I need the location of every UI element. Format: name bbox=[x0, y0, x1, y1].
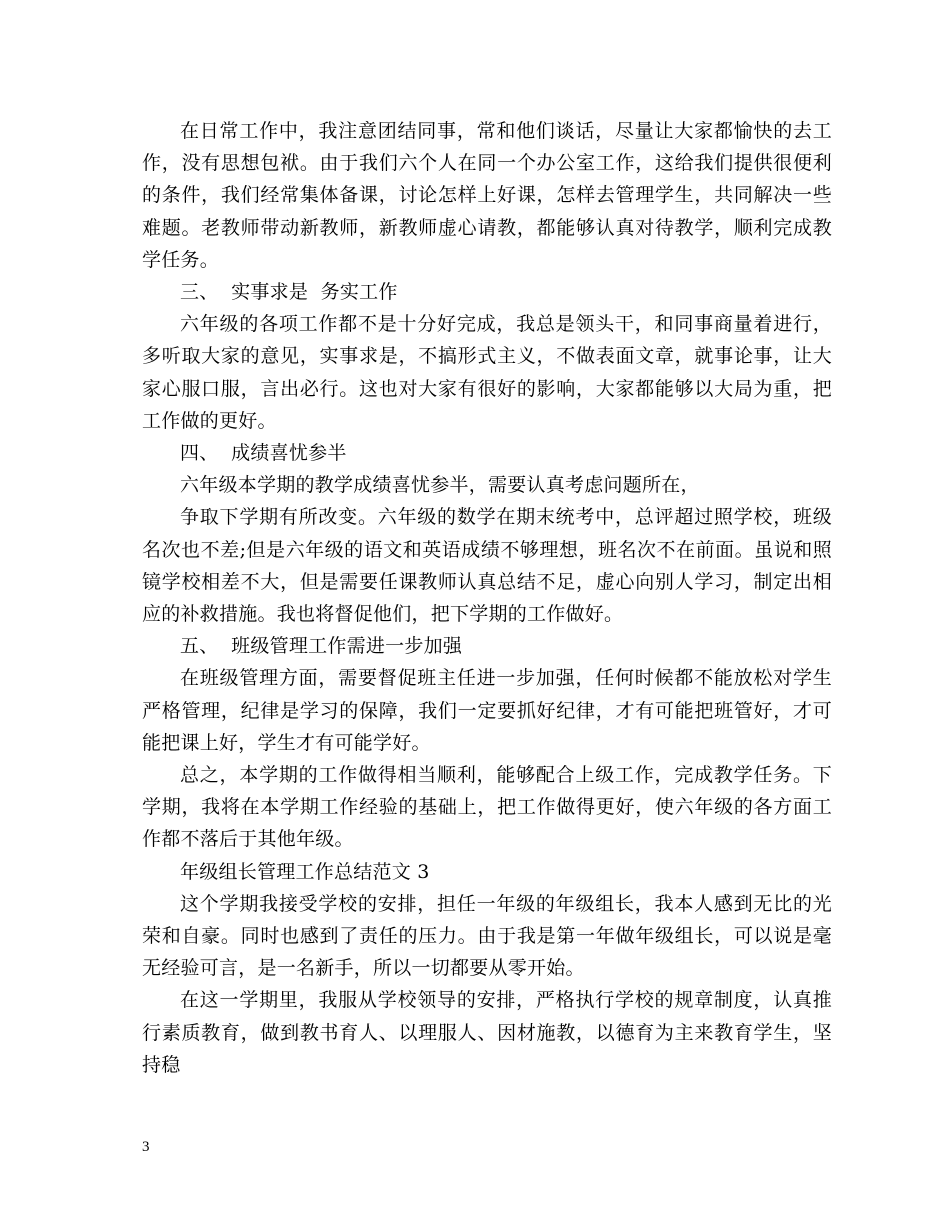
paragraph-practical-work: 六年级的各项工作都不是十分好完成，我总是领头干，和同事商量着进行，多听取大家的意见，实事求是，不搞形式主义，不做表面文章，就事论事，让大家心服口服，言出必行。这也对大家有很好的影响，大家都能够以大局为重，把工作做的更好。 bbox=[142, 313, 832, 432]
page-number: 3 bbox=[142, 1139, 150, 1155]
article-title-3: 年级组长管理工作总结范文 3 bbox=[180, 860, 430, 883]
paragraph-conclusion: 总之，本学期的工作做得相当顺利，能够配合上级工作，完成教学任务。下学期，我将在本学期工作经验的基础上，把工作做得更好，使六年级的各方面工作都不落后于其他年级。 bbox=[142, 764, 832, 851]
paragraph-teamwork: 在日常工作中，我注意团结同事，常和他们谈话，尽量让大家都愉快的去工作，没有思想包袱。由于我们六个人在同一个办公室工作，这给我们提供很便利的条件，我们经常集体备课，讨论怎样上好课，怎样去管理学生，共同解决一些难题。老教师带动新教师，新教师虚心请教，都能够认真对待教学，顺利完成教学任务。 bbox=[142, 120, 832, 271]
paragraph-new-role: 这个学期我接受学校的安排，担任一年级的年级组长，我本人感到无比的光荣和自豪。同时也感到了责任的压力。由于我是第一年做年级组长，可以说是毫无经验可言，是一名新手，所以一切都要从零开始。 bbox=[142, 892, 832, 980]
section-heading-4: 四、 成绩喜忧参半 bbox=[180, 442, 347, 465]
paragraph-results-detail: 争取下学期有所改变。六年级的数学在期末统考中，总评超过照学校，班级名次也不差;但是六年级的语文和英语成绩不够理想，班名次不在前面。虽说和照镜学校相差不大，但是需要任课教师认真总结不足，虚心向别人学习，制定出相应的补救措施。我也将督促他们，把下学期的工作做好。 bbox=[142, 506, 832, 626]
paragraph-semester-work: 在这一学期里，我服从学校领导的安排，严格执行学校的规章制度，认真推行素质教育，做到教书育人、以理服人、因材施教，以德育为主来教育学生，坚持稳 bbox=[142, 989, 832, 1076]
section-heading-5: 五、 班级管理工作需进一步加强 bbox=[180, 635, 463, 658]
paragraph-results-intro: 六年级本学期的教学成绩喜忧参半，需要认真考虑问题所在， bbox=[180, 474, 700, 497]
paragraph-class-management: 在班级管理方面，需要督促班主任进一步加强，任何时候都不能放松对学生严格管理，纪律是学习的保障，我们一定要抓好纪律，才有可能把班管好，才可能把课上好，学生才有可能学好。 bbox=[142, 667, 832, 754]
document-body bbox=[142, 115, 832, 1081]
section-heading-3: 三、 实事求是 务实工作 bbox=[180, 281, 398, 304]
